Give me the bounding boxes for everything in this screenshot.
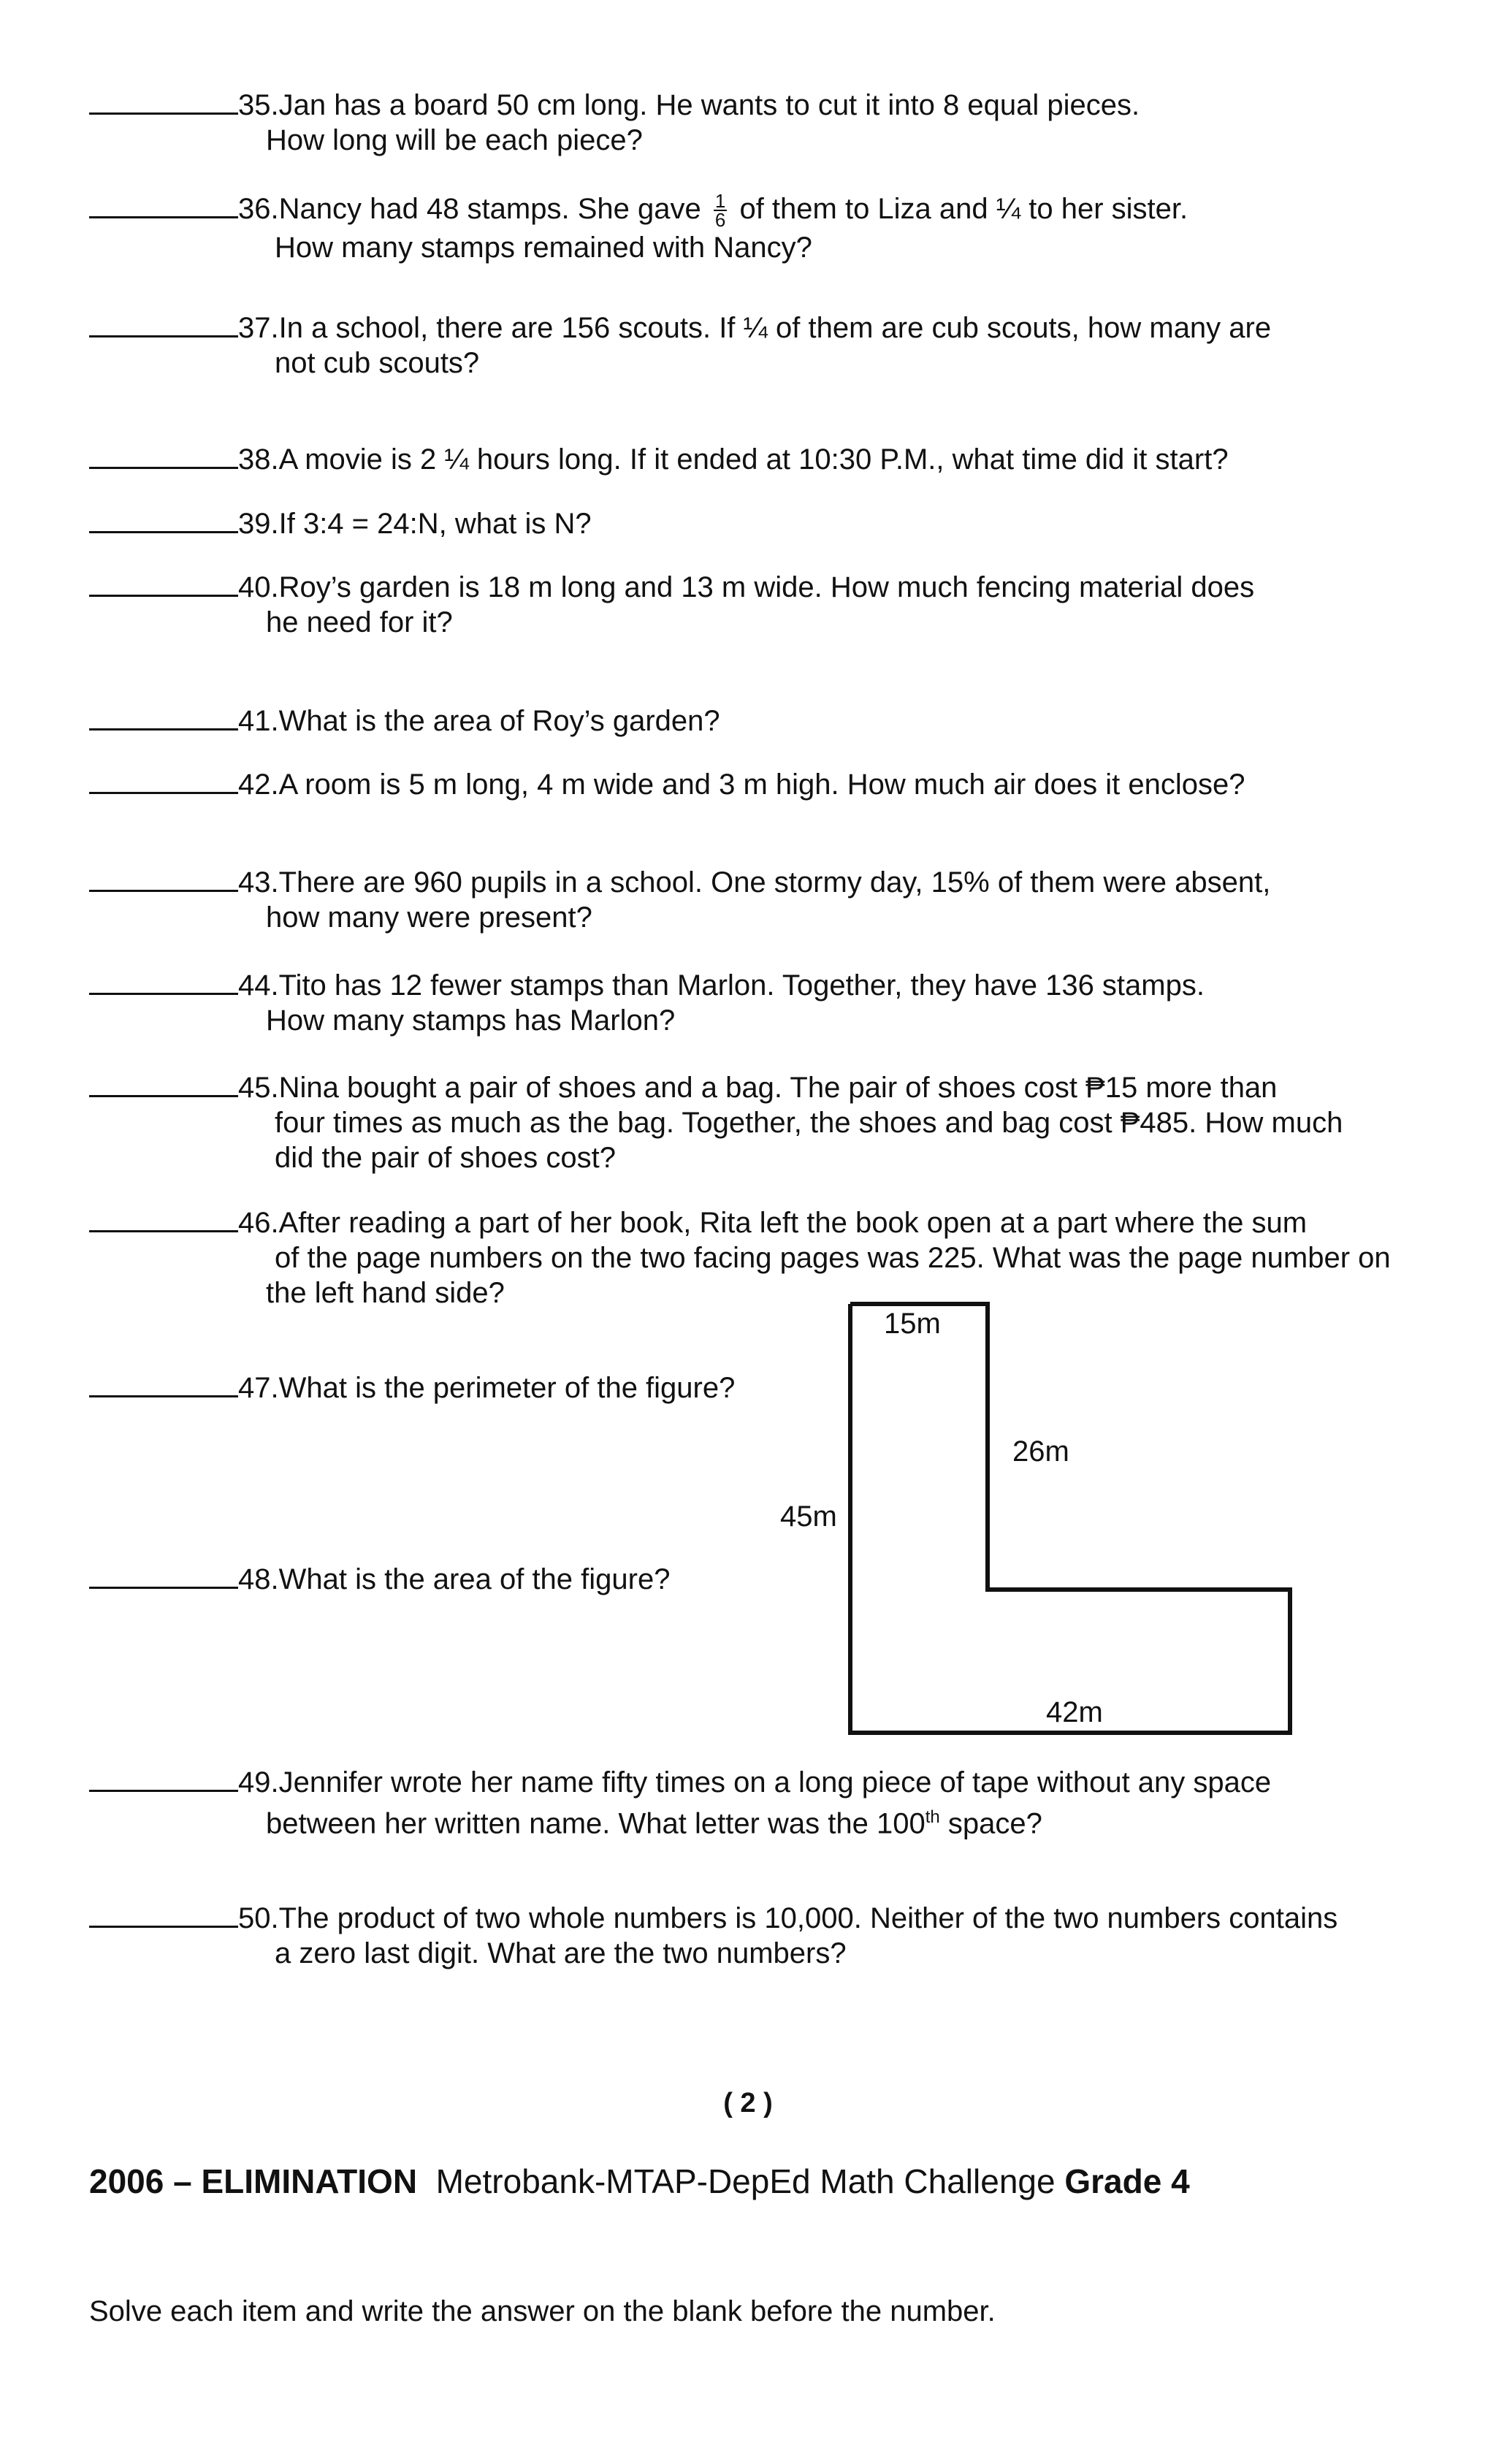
question-number: 41. <box>238 705 279 737</box>
question-number: 40. <box>238 571 279 603</box>
header-year-round: 2006 – ELIMINATION <box>89 2162 418 2200</box>
question-text: Jan has a board 50 cm long. He wants to cut it into 8 equal pieces. <box>278 89 1140 121</box>
superscript: th <box>925 1807 940 1827</box>
question-text-cont: a zero last digit. What are the two numbers? <box>275 1937 847 1969</box>
question-number: 50. <box>238 1902 279 1934</box>
question-number: 37. <box>238 312 279 344</box>
question-text-cont: How many stamps has Marlon? <box>266 1004 676 1037</box>
contest-header <box>89 2161 1190 2202</box>
header-grade: Grade 4 <box>1064 2162 1190 2200</box>
question-text: Tito has 12 fewer stamps than Marlon. Together, they have 136 stamps. <box>278 969 1205 1002</box>
question-number: 43. <box>238 866 279 899</box>
figure-label-bottom: 42m <box>1046 1696 1103 1728</box>
question-text: Roy’s garden is 18 m long and 13 m wide. How much fencing material does <box>278 571 1255 603</box>
question-text: There are 960 pupils in a school. One stormy day, 15% of them were absent, <box>278 866 1271 899</box>
question-text: between her written name. What letter was the 100 <box>266 1807 926 1840</box>
page-number: ( 2 ) <box>723 2088 773 2118</box>
question-text-cont: the left hand side? <box>266 1277 505 1309</box>
question-text: of them to Liza and ¼ to her sister. <box>731 193 1188 225</box>
question-text: What is the area of Roy’s garden? <box>278 705 720 737</box>
question-text: Jennifer wrote her name fifty times on a long piece of tape without any space <box>278 1766 1272 1799</box>
question-text: What is the perimeter of the figure? <box>278 1372 736 1404</box>
question-text-cont: not cub scouts? <box>275 347 480 379</box>
question-number: 38. <box>238 443 279 476</box>
figure-label-left: 45m <box>780 1500 837 1533</box>
question-text-cont: of the page numbers on the two facing pages was 225. What was the page number on <box>275 1242 1391 1274</box>
question-text: If 3:4 = 24:N, what is N? <box>278 508 592 540</box>
question-text-cont: did the pair of shoes cost? <box>275 1142 616 1174</box>
fraction-denominator: 6 <box>714 209 726 232</box>
question-text: What is the area of the figure? <box>278 1563 671 1595</box>
question-number: 44. <box>238 969 279 1002</box>
question-text: Nina bought a pair of shoes and a bag. The pair of shoes cost ₱15 more than <box>278 1072 1278 1104</box>
question-number: 39. <box>238 508 279 540</box>
question-text-cont: How long will be each piece? <box>266 124 643 156</box>
fraction-numerator: 1 <box>714 190 726 213</box>
question-49 <box>89 1765 1426 1841</box>
question-number: 49. <box>238 1766 279 1799</box>
header-contest-name: Metrobank-MTAP-DepEd Math Challenge <box>435 2162 1056 2200</box>
question-text-cont: How many stamps remained with Nancy? <box>275 232 812 264</box>
figure-label-top: 15m <box>884 1308 941 1340</box>
question-text: The product of two whole numbers is 10,000. Neither of the two numbers contains <box>278 1902 1338 1934</box>
answer-blank[interactable] <box>89 1904 238 1928</box>
figure-label-inner-vertical: 26m <box>1012 1435 1069 1468</box>
question-text: After reading a part of her book, Rita left the book open at a part where the sum <box>278 1207 1308 1239</box>
question-text-cont: how many were present? <box>266 901 592 934</box>
question-text: Nancy had 48 stamps. She gave <box>278 193 709 225</box>
question-number: 47. <box>238 1372 279 1404</box>
answer-blank[interactable] <box>89 1768 238 1792</box>
question-50 <box>89 1901 1426 1971</box>
question-text-cont <box>89 1800 1426 1841</box>
question-text: In a school, there are 156 scouts. If ¼ of them are cub scouts, how many are <box>278 312 1272 344</box>
question-text: A movie is 2 ¼ hours long. If it ended at 10:30 P.M., what time did it start? <box>278 443 1229 476</box>
question-text: space? <box>939 1807 1042 1840</box>
question-text-cont: he need for it? <box>266 606 453 638</box>
question-text: A room is 5 m long, 4 m wide and 3 m high. How much air does it enclose? <box>278 768 1245 801</box>
question-number: 45. <box>238 1072 279 1104</box>
question-number: 42. <box>238 768 279 801</box>
instructions: Solve each item and write the answer on the blank before the number. <box>89 2295 996 2327</box>
l-shape-outline <box>850 1304 1290 1733</box>
question-number: 36. <box>238 193 279 225</box>
question-number: 46. <box>238 1207 279 1239</box>
question-text-cont: four times as much as the bag. Together, the shoes and bag cost ₱485. How much <box>275 1107 1343 1139</box>
question-number: 48. <box>238 1563 279 1595</box>
question-number: 35. <box>238 89 279 121</box>
